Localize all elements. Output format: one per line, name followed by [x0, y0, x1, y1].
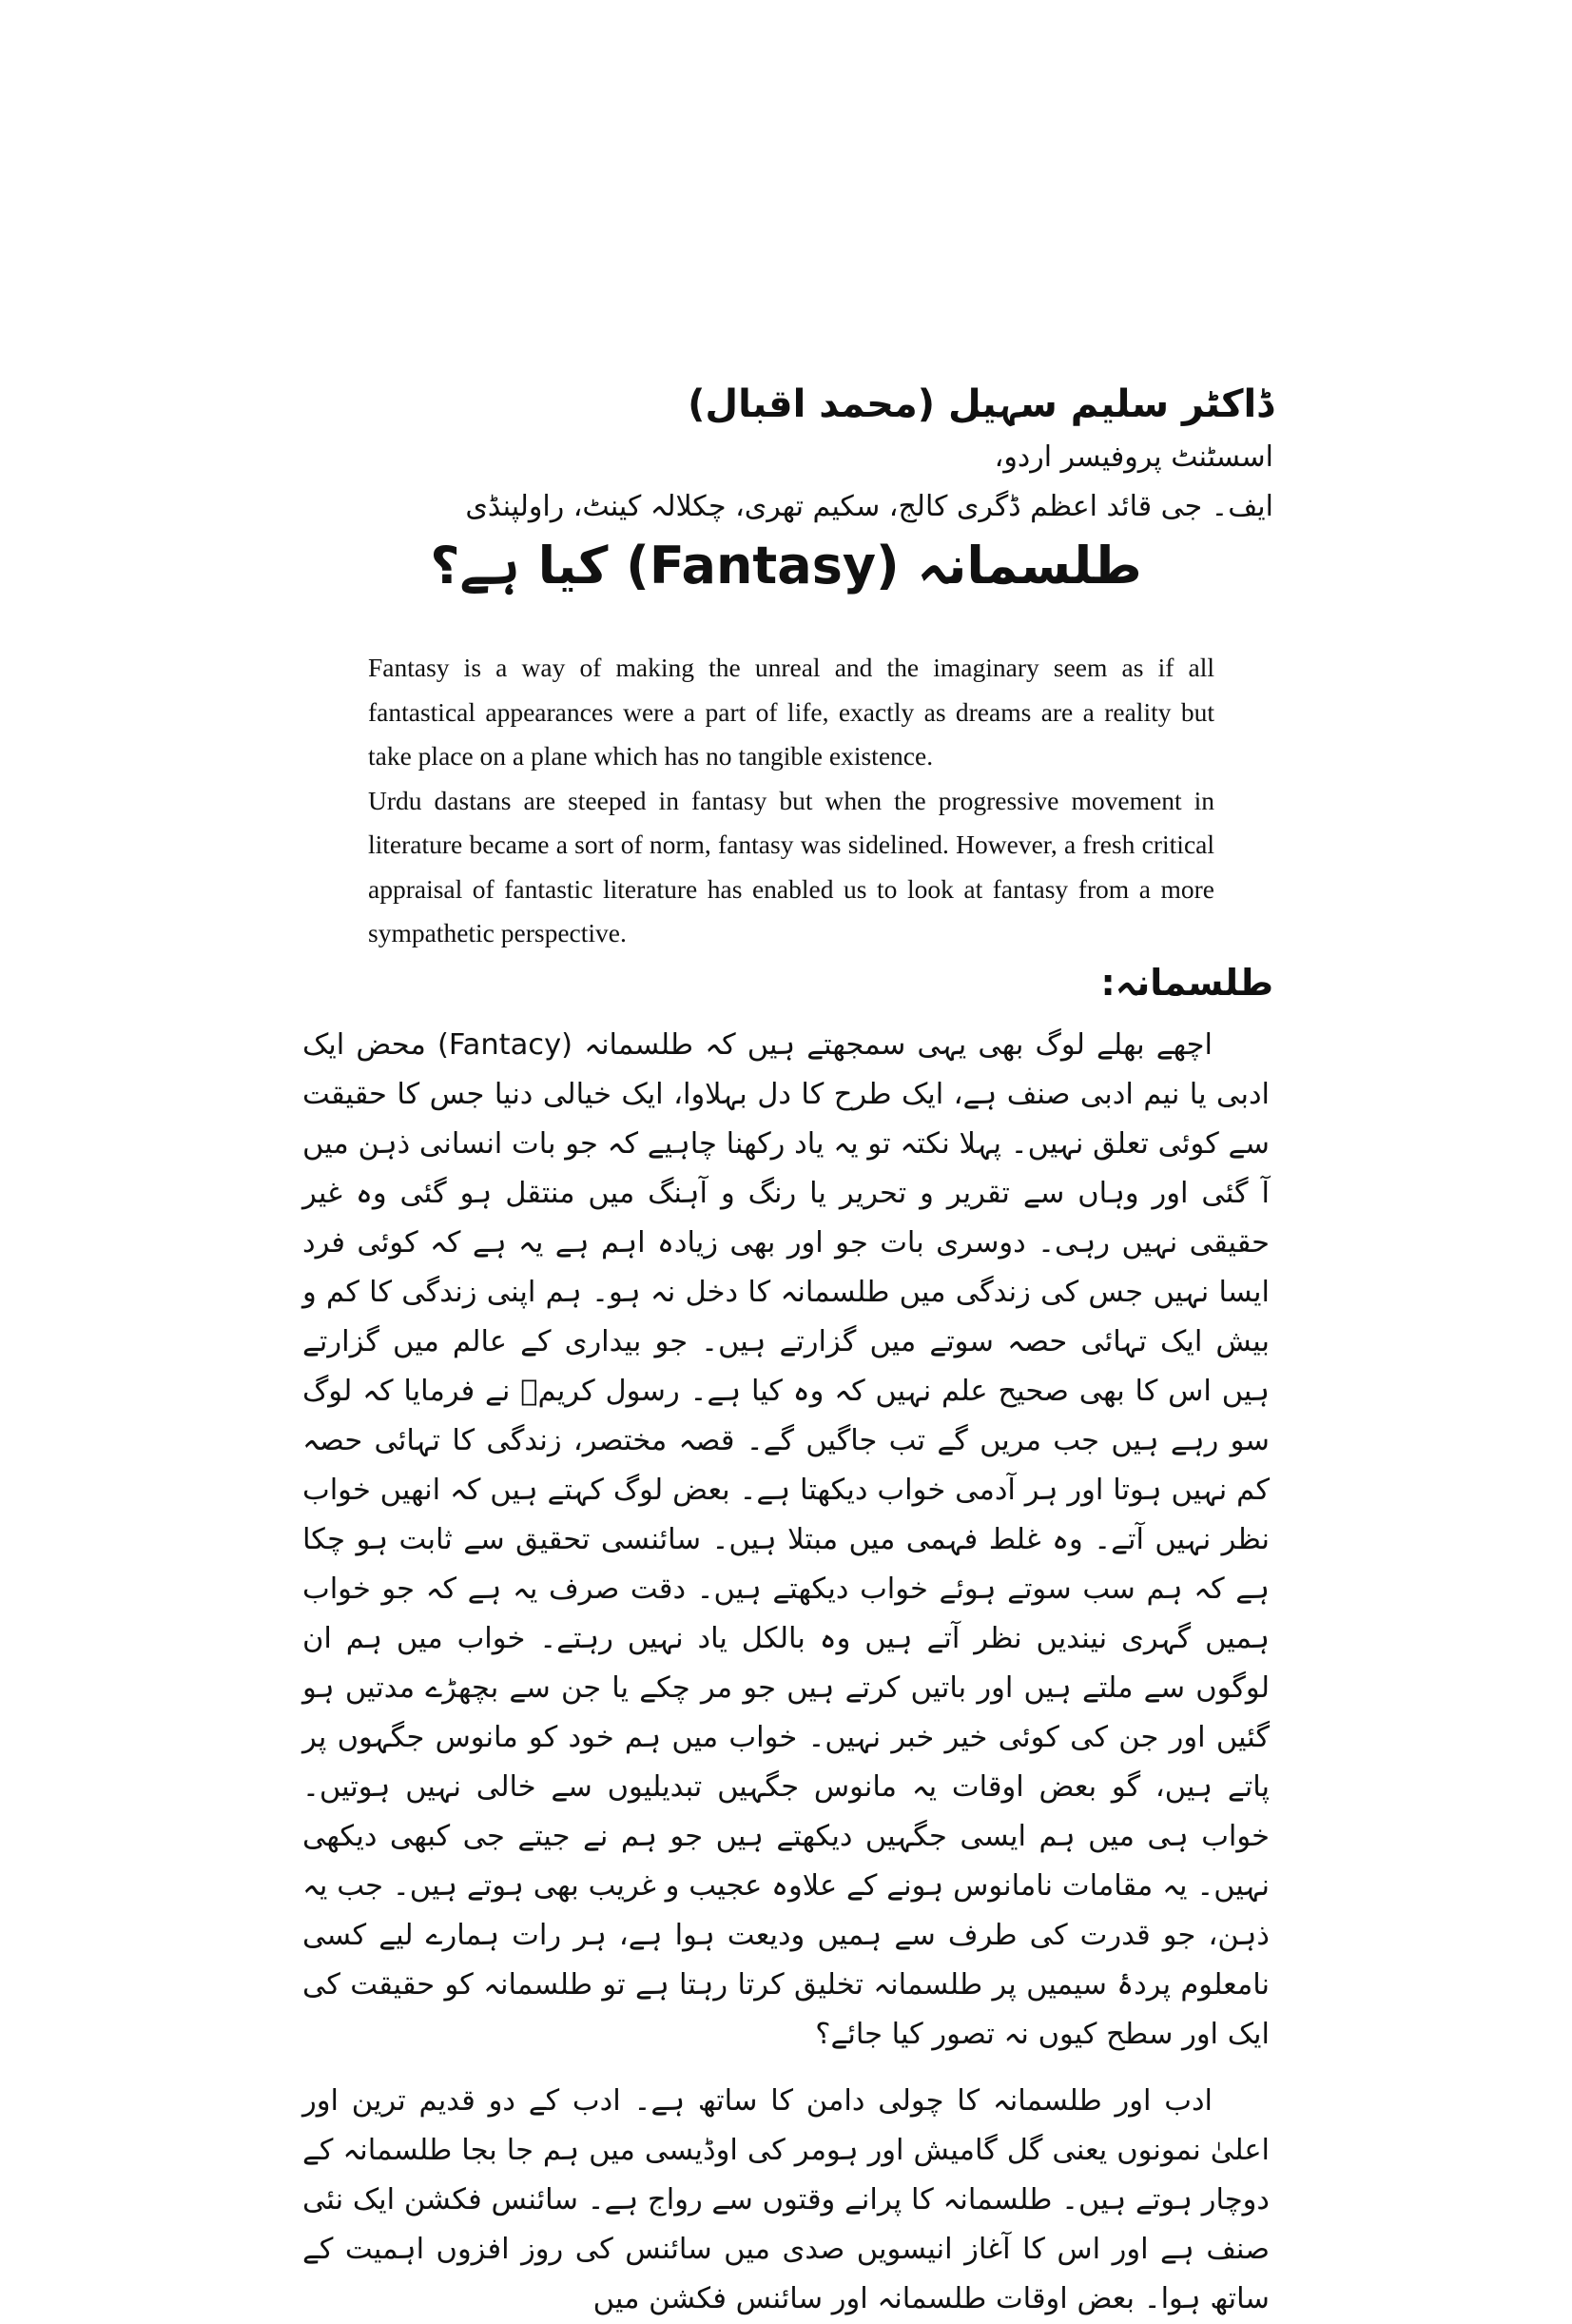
author-name: ڈاکٹر سلیم سہیل (محمد اقبال)	[688, 382, 1273, 426]
article-title: طلسمانہ (Fantasy) کیا ہے؟	[430, 536, 1142, 596]
section-heading: طلسمانہ:	[1100, 962, 1273, 1004]
author-block	[322, 376, 1273, 532]
article-body	[302, 1021, 1270, 2324]
abstract-paragraph: Urdu dastans are steeped in fantasy but when the progressive movement in literature became a sort of norm, fantasy was sidelined. However, a fresh critical appraisal of fantastic literature has enabled us to look at fantasy from a more sympathetic perspective.	[368, 785, 1214, 947]
english-abstract	[368, 646, 1214, 956]
body-paragraph: اچھے بھلے لوگ بھی یہی سمجھتے ہیں کہ طلسمانہ (Fantacy) محض ایک ادبی یا نیم ادبی صنف ہے، ایک طرح کا دل بہلاوا، ایک خیالی دنیا جس کا حقیقت سے کوئی تعلق نہیں۔ پہلا نکتہ تو یہ یاد رکھنا چاہیے کہ جو بات انسانی ذہن میں آ گئی اور وہاں سے تقریر و تحریر یا رنگ و آہنگ میں منتقل ہو گئی وہ غیر حقیقی نہیں رہی۔ دوسری بات جو اور بھی زیادہ اہم ہے یہ ہے کہ کوئی فرد ایسا نہیں جس کی زندگی میں طلسمانہ کا دخل نہ ہو۔ ہم اپنی زندگی کا کم و بیش ایک تہائی حصہ سوتے میں گزارتے ہیں۔ جو بیداری کے عالم میں گزارتے ہیں اس کا بھی صحیح علم نہیں کہ وہ کیا ہے۔ رسول کریمؐ نے فرمایا کہ لوگ سو رہے ہیں جب مریں گے تب جاگیں گے۔ قصہ مختصر، زندگی کا تہائی حصہ کم نہیں ہوتا اور ہر آدمی خواب دیکھتا ہے۔ بعض لوگ کہتے ہیں کہ انھیں خواب نظر نہیں آتے۔ وہ غلط فہمی میں مبتلا ہیں۔ سائنسی تحقیق سے ثابت ہو چکا ہے کہ ہم سب سوتے ہوئے خواب دیکھتے ہیں۔ دقت صرف یہ ہے کہ جو خواب ہمیں گہری نیندیں نظر آتے ہیں وہ بالکل یاد نہیں رہتے۔ خواب میں ہم ان لوگوں سے ملتے ہیں اور باتیں کرتے ہیں جو مر چکے یا جن سے بچھڑے مدتیں ہو گئیں اور جن کی کوئی خیر خبر نہیں۔ خواب میں ہم خود کو مانوس جگہوں پر پاتے ہیں، گو بعض اوقات یہ مانوس جگہیں تبدیلیوں سے خالی نہیں ہوتیں۔ خواب ہی میں ہم ایسی جگہیں دیکھتے ہیں جو ہم نے جیتے جی کبھی دیکھی نہیں۔ یہ مقامات نامانوس ہونے کے علاوہ عجیب و غریب بھی ہوتے ہیں۔ جب یہ ذہن، جو قدرت کی طرف سے ہمیں ودیعت ہوا ہے، ہر رات ہمارے لیے کسی نامعلوم پردۂ سیمیں پر طلسمانہ تخلیق کرتا رہتا ہے تو طلسمانہ کو حقیقت کی ایک اور سطح کیوں نہ تصور کیا جائے؟	[302, 1028, 1270, 2051]
abstract-paragraph: Fantasy is a way of making the unreal and the imaginary seem as if all fantastical appearances were a part of life, exactly as dreams are a reality but take place on a plane which has no tangible existence.	[368, 653, 1214, 771]
body-paragraph: ادب اور طلسمانہ کا چولی دامن کا ساتھ ہے۔ ادب کے دو قدیم ترین اور اعلیٰ نمونوں یعنی گل گامیش اور ہومر کی اوڈیسی میں ہم جا بجا طلسمانہ کے دوچار ہوتے ہیں۔ طلسمانہ کا پرانے وقتوں سے رواج ہے۔ سائنس فکشن ایک نئی صنف ہے اور اس کا آغاز انیسویں صدی میں سائنس کی روز افزوں اہمیت کے ساتھ ہوا۔ بعض اوقات طلسمانہ اور سائنس فکشن میں	[302, 2084, 1270, 2315]
author-institution: ایف۔ جی قائد اعظم ڈگری کالج، سکیم تھری، چکلالہ کینٹ، راولپنڈی	[465, 490, 1273, 523]
author-designation: اسسٹنٹ پروفیسر اردو،	[994, 440, 1273, 474]
